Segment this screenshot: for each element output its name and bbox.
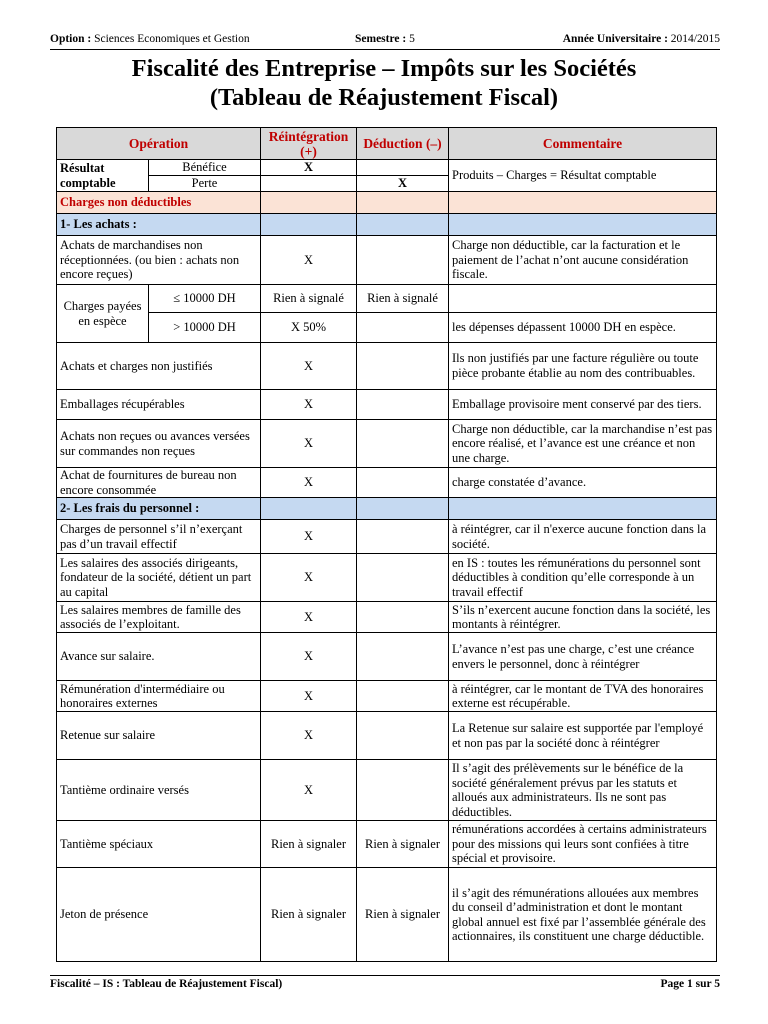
table-row [57,468,717,498]
table-row [57,712,717,760]
benefice-deduc [357,160,449,176]
empty-cell [261,214,357,236]
row-operation: Achat de fournitures de bureau non encore consommée [57,468,261,498]
row-deduc: Rien à signaler [357,821,449,868]
row-comment: Charge non déductible, car la facturation et le paiement de l’achat n’ont aucune considération fiscale. [449,236,717,285]
especes-deduc-2 [357,313,449,343]
row-comment: Il s’agit des prélèvements sur le bénéfice de la société généralement prévus par les statuts et alloués aux administrateurs. Ils ne sont pas déductibles. [449,760,717,821]
row-comment: Charge non déductible, car la marchandise n’est pas encore réalisé, et l’avance est une créance et non une charge. [449,420,717,468]
table-header-row [57,128,717,160]
row-operation: Retenue sur salaire [57,712,261,760]
perte-reint [261,176,357,192]
table-row [57,821,717,868]
row-deduc [357,633,449,681]
row-deduc [357,468,449,498]
empty-cell [449,498,717,520]
section-label: 1- Les achats : [57,214,261,236]
table-row [57,236,717,285]
row-reint: X [261,712,357,760]
row-operation: Les salaires des associés dirigeants, fondateur de la société, détient un part au capital [57,554,261,602]
table-row [57,420,717,468]
row-reint: X [261,420,357,468]
especes-cond-2: > 10000 DH [149,313,261,343]
resultat-label: Résultat comptable [57,160,149,192]
table-row [57,520,717,554]
row-comment: rémunérations accordées à certains administrateurs pour des missions qui leurs sont confiées à titre spécial et provisoire. [449,821,717,868]
benefice-label: Bénéfice [149,160,261,176]
row-comment: Ils non justifiés par une facture régulière ou toute pièce probante établie au nom des contribuables. [449,343,717,390]
row-comment: en IS : toutes les rémunérations du personnel sont déductibles à condition qu’elle corresponde à un travail effectif [449,554,717,602]
annee-field: Année Universitaire : 2014/2015 [562,33,720,45]
row-reint: X [261,343,357,390]
option-field: Option : Sciences Economiques et Gestion [50,33,250,45]
row-deduc [357,760,449,821]
especes-comment-2: les dépenses dépassent 10000 DH en espèce. [449,313,717,343]
row-operation: Rémunération d'intermédiaire ou honoraires externes [57,681,261,712]
header-deduction: Déduction (–) [357,128,449,160]
section-label: Charges non déductibles [57,192,261,214]
row-deduc [357,390,449,420]
section-achats [57,214,717,236]
row-comment: à réintégrer, car le montant de TVA des honoraires externe est récupérable. [449,681,717,712]
table-row [57,602,717,633]
row-reint: X [261,760,357,821]
row-deduc [357,343,449,390]
especes-row-1 [57,285,717,313]
row-operation: Achats et charges non justifiés [57,343,261,390]
footer-page-number: Page 1 sur 5 [660,978,720,990]
row-deduc [357,602,449,633]
row-operation: Tantième spéciaux [57,821,261,868]
especes-label: Charges payées en espèce [57,285,149,343]
footer-left: Fiscalité – IS : Tableau de Réajustement Fiscal) [50,978,283,990]
empty-cell [357,498,449,520]
row-operation: Achats de marchandises non réceptionnées. (ou bien : achats non encore reçues) [57,236,261,285]
row-reint: X [261,633,357,681]
title-line-2: (Tableau de Réajustement Fiscal) [209,84,559,111]
row-operation: Les salaires membres de famille des associés de l’exploitant. [57,602,261,633]
especes-reint-1: Rien à signalé [261,285,357,313]
especes-comment-1 [449,285,717,313]
row-comment: à réintégrer, car il n'exerce aucune fonction dans la société. [449,520,717,554]
row-reint: X [261,681,357,712]
row-deduc: Rien à signaler [357,868,449,962]
row-reint: X [261,390,357,420]
resultat-comment: Produits – Charges = Résultat comptable [449,160,717,192]
empty-cell [449,192,717,214]
header-operation: Opération [57,128,261,160]
header-reintegration: Réintégration (+) [261,128,357,160]
title-line-1: Fiscalité des Entreprise – Impôts sur les Sociétés [131,55,637,82]
row-comment: il s’agit des rémunérations allouées aux membres du conseil d’administration et dont le montant global annuel est fixé par l’assemblée générale des actionnaires, ils constituent une charge déductible. [449,868,717,962]
page-footer [50,975,720,990]
table-row [57,760,717,821]
section-personnel [57,498,717,520]
perte-deduc: X [357,176,449,192]
row-reint: X [261,602,357,633]
table-row [57,554,717,602]
row-deduc [357,712,449,760]
row-reint: Rien à signaler [261,821,357,868]
row-operation: Charges de personnel s’il n’exerçant pas d’un travail effectif [57,520,261,554]
especes-cond-1: ≤ 10000 DH [149,285,261,313]
section-label: 2- Les frais du personnel : [57,498,261,520]
row-comment: Emballage provisoire ment conservé par des tiers. [449,390,717,420]
row-comment: L’avance n’est pas une charge, c’est une créance envers le personnel, donc à réintégrer [449,633,717,681]
row-operation: Tantième ordinaire versés [57,760,261,821]
resultat-row-benefice [57,160,717,176]
table-row [57,633,717,681]
row-reint: Rien à signaler [261,868,357,962]
row-reint: X [261,520,357,554]
row-deduc [357,681,449,712]
perte-label: Perte [149,176,261,192]
reajustement-table [56,127,717,962]
empty-cell [357,192,449,214]
especes-deduc-1: Rien à signalé [357,285,449,313]
row-comment: La Retenue sur salaire est supportée par l'employé et non pas par la société donc à réintégrer [449,712,717,760]
table-row [57,390,717,420]
empty-cell [357,214,449,236]
table-row [57,868,717,962]
table-row [57,343,717,390]
page-header [50,33,720,50]
row-comment: S’ils n’exercent aucune fonction dans la société, les montants à réintégrer. [449,602,717,633]
especes-row-2 [57,313,717,343]
page-title [0,54,768,112]
empty-cell [261,192,357,214]
empty-cell [261,498,357,520]
row-deduc [357,520,449,554]
row-deduc [357,554,449,602]
row-operation: Jeton de présence [57,868,261,962]
row-comment: charge constatée d’avance. [449,468,717,498]
row-reint: X [261,236,357,285]
row-operation: Avance sur salaire. [57,633,261,681]
row-deduc [357,236,449,285]
row-deduc [357,420,449,468]
semestre-field: Semestre : 5 [355,33,415,45]
especes-reint-2: X 50% [261,313,357,343]
row-operation: Achats non reçues ou avances versées sur commandes non reçues [57,420,261,468]
empty-cell [449,214,717,236]
table-row [57,681,717,712]
row-operation: Emballages récupérables [57,390,261,420]
row-reint: X [261,468,357,498]
section-charges-non-deductibles [57,192,717,214]
benefice-reint: X [261,160,357,176]
header-commentaire: Commentaire [449,128,717,160]
row-reint: X [261,554,357,602]
